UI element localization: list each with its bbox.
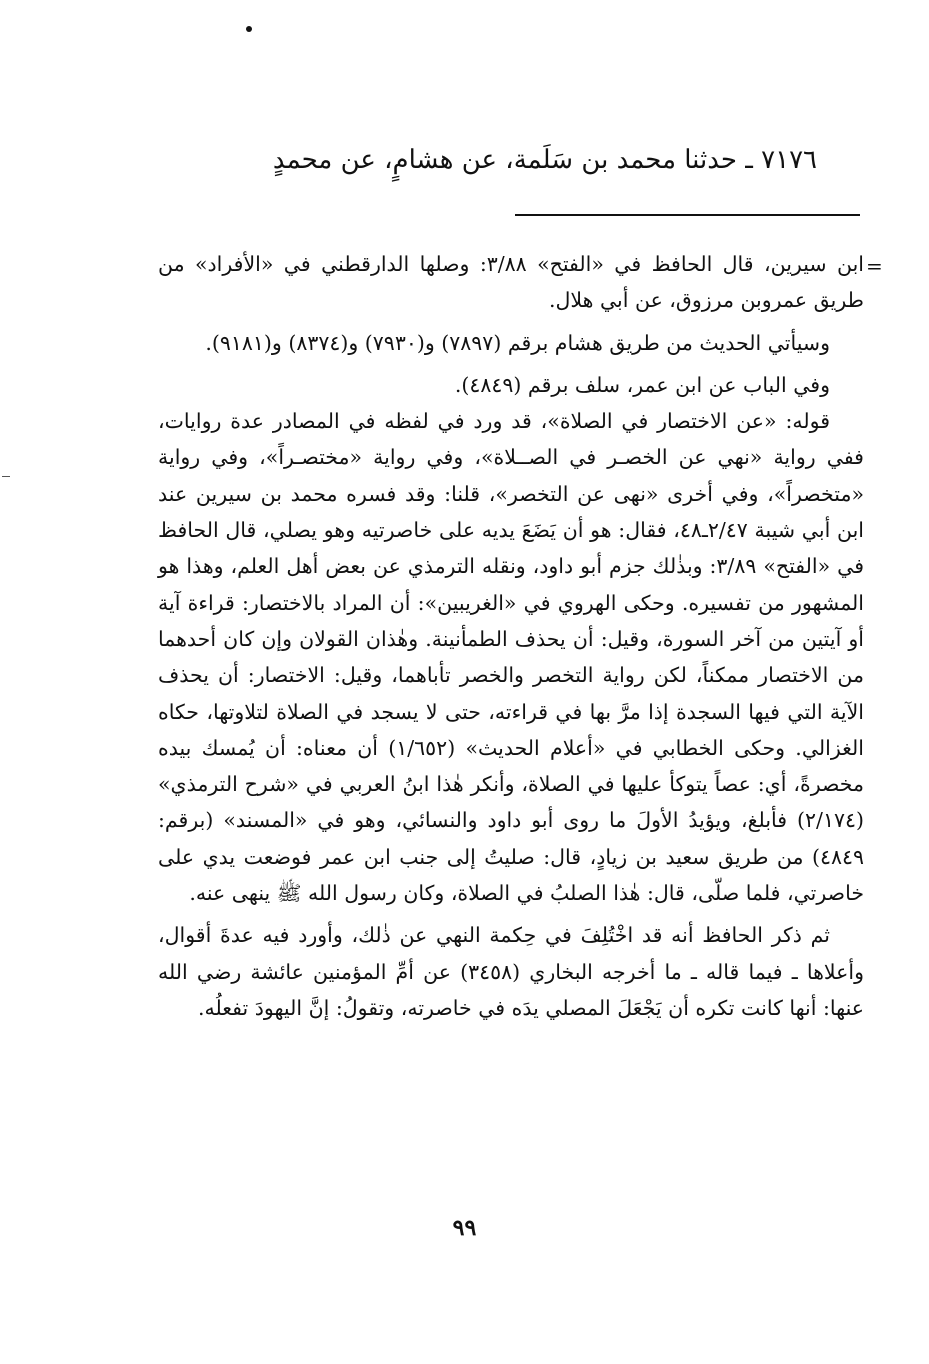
stray-dot <box>246 26 252 32</box>
hadith-main-text: ٧١٧٦ ـ حدثنا محمد بن سَلَمة، عن هشامٍ، عن محمدٍ <box>272 145 817 175</box>
footnote-paragraph: ابن سيرين، قال الحافظ في «الفتح» ٣/٨٨: وصلها الدارقطني في «الأفراد» من طريق عمروبن مرزوق، عن أبي هلال. <box>158 252 865 313</box>
footnote-paragraph: وسيأتي الحديث من طريق هشام برقم (٧٨٩٧) و(٧٩٣٠) و(٨٣٧٤) و(٩١٨١). <box>205 330 830 355</box>
footnote-paragraph: وفي الباب عن ابن عمر، سلف برقم (٤٨٤٩). <box>454 372 830 397</box>
footnote-paragraph: قوله: «عن الاختصار في الصلاة»، قد ورد في لفظه في المصادر عدة روايات، ففي رواية «نهي عن الخصـر في الصــلاة»، وفي رواية «مختصـراً»، وفي رواية «متخصراً»، وفي أخرى «نهى عن التخصر»، قلنا: وقد فسره محمد بن سيرين عند ابن أبي شيبة ٢/٤٧ـ٤٨، فقال: هو أن يَضَعَ يديه على خاصرتيه وهو يصلي، قال الحافظ في «الفتح» ٣/٨٩: وبذٰلك جزم أبو داود، ونقله الترمذي عن بعض أهل العلم، وهذا هو المشهور من تفسيره. وحكى الهروي في «الغريبين»: أن المراد بالاختصار: قراءة آية أو آيتين من آخر السورة، وقيل: أن يحذف الطمأنينة. وهٰذان القولان وإن كان أحدهما من الاختصار ممكناً، لكن رواية التخصر والخصر تأباهما، وقيل: الاختصار: أن يحذف الآية التي فيها السجدة إذا مرَّ بها في قراءته، حتى لا يسجد في الصلاة لتلاوتها، حكاه الغزالي. وحكى الخطابي في «أعلام الحديث» (١/٦٥٢) أن معناه: أن يُمسك بيده مخصرةً، أي: عصاً يتوكأ عليها في الصلاة، وأنكر هٰذا ابنُ العربي في «شرح الترمذي» (٢/١٧٤) فأبلغ، ويؤيدُ الأولَ ما روى أبو داود والنسائي، وهو في «المسند» (برقم: ٤٨٤٩) من طريق سعيد بن زيادٍ، قال: صليتُ إلى جنب ابن عمر فوضعت يدي على خاصرتي، فلما صلّى، قال: هٰذا الصلبُ في الصلاة، وكان رسول الله ﷺ ينهى عنه. <box>158 409 864 906</box>
footnote-paragraph: ثم ذكر الحافظ أنه قد اخْتُلِفَ في حِكمة النهي عن ذٰلك، وأورد فيه عدةَ أقوال، وأعلاها ـ فيما قاله ـ ما أخرجه البخاري (٣٤٥٨) عن أمِّ المؤمنين عائشة رضي الله عنها: أنها كانت تكره أن يَجْعَلَ المصلي يدَه في خاصرته، وتقولُ: إنَّ اليهودَ تفعلُه. <box>158 923 864 1020</box>
scan-edge-mark <box>2 476 10 477</box>
footnote-separator <box>515 214 860 216</box>
footnote-continuation-mark: = <box>866 254 883 278</box>
footnotes-block <box>158 246 864 1026</box>
page-number: ٩٩ <box>452 1215 477 1241</box>
